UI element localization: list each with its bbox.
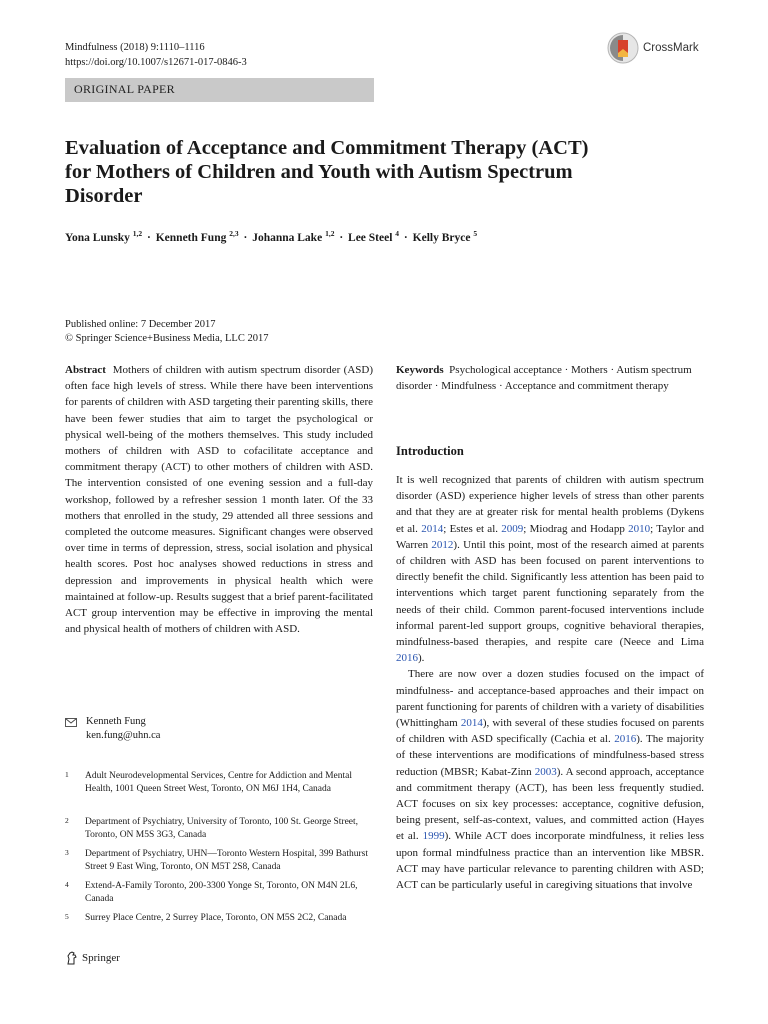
affiliation <box>65 848 370 874</box>
citation-link[interactable]: 1999 <box>422 830 445 843</box>
paragraph-text: ). A second approach, acceptance and commitment therapy (ACT), has been less frequently studied. ACT focuses on six key processes: acceptance, cognitive defusion, being present, self-as-context, values, and committed action (Hayes et al. <box>396 765 704 843</box>
title-line: Disorder <box>65 185 143 207</box>
author-list <box>65 229 477 244</box>
author-name[interactable]: Lee Steel <box>348 232 393 244</box>
affiliation-text: Adult Neurodevelopmental Services, Centre for Addiction and Mental Health, 1001 Queen Street West, Toronto, ON M6J 1H4, Canada <box>85 771 352 794</box>
keywords-label: Keywords <box>396 364 444 376</box>
crossmark-label: CrossMark <box>643 42 699 54</box>
author-affiliation-marker: 2,3 <box>229 229 239 238</box>
copyright-notice: © Springer Science+Business Media, LLC 2017 <box>65 333 269 344</box>
article-title <box>65 136 685 208</box>
paragraph-text: ), with several of these studies focused on parents of children with ASD specifically (Cachia et al. <box>396 717 704 746</box>
paragraph-text: There are now over a dozen studies focused on the impact of mindfulness- and acceptance-based approaches and their impact on parent functioning for parents of children with a variety of disabilities (Whittingham <box>396 668 704 730</box>
paragraph-text: It is well recognized that parents of children with autism spectrum disorder (ASD) experience higher levels of stress than other parents and that they are at greater risk for mental health problems (Dykens et al. <box>396 474 704 535</box>
section-heading-introduction: Introduction <box>396 444 464 458</box>
affiliation-number: 3 <box>65 848 69 857</box>
author-affiliation-marker: 1,2 <box>132 229 143 238</box>
journal-reference: Mindfulness (2018) 9:1110–1116 <box>65 42 205 53</box>
author-name[interactable]: Yona Lunsky <box>65 232 130 244</box>
paper-type-banner <box>65 78 374 102</box>
paragraph-text: ; Estes et al. <box>443 522 502 535</box>
publisher-name: Springer <box>82 952 120 964</box>
abstract-label: Abstract <box>65 364 106 376</box>
author-separator: · <box>339 232 344 244</box>
author-name[interactable]: Kelly Bryce <box>412 232 471 244</box>
affiliation <box>65 912 370 925</box>
introduction-paragraph <box>396 666 704 893</box>
affiliation <box>65 816 370 842</box>
paragraph-text: ). While ACT does incorporate mindfulness, it relies less upon formal mindfulness practice than an intervention like MBSR. ACT may have particular relevance to parenting children with ASD; ACT can be particularly useful in caregiving situations that involve <box>396 830 704 892</box>
author-name[interactable]: Kenneth Fung <box>155 232 227 244</box>
citation-link[interactable]: 2010 <box>628 522 651 535</box>
affiliation-text: Extend-A-Family Toronto, 200-3300 Yonge St, Toronto, ON M4N 2L6, Canada <box>85 881 358 904</box>
author-separator: · <box>243 232 248 244</box>
affiliation <box>65 880 370 906</box>
author-affiliation-marker: 4 <box>395 229 400 238</box>
citation-link[interactable]: 2014 <box>421 522 444 535</box>
title-line: for Mothers of Children and Youth with Autism Spectrum <box>65 161 573 183</box>
paper-type-label: ORIGINAL PAPER <box>74 82 175 96</box>
corresponding-author-email[interactable]: ken.fung@uhn.ca <box>86 730 161 741</box>
paragraph-text: ). The majority of these interventions are modifications of mindfulness-based stress reduction (MBSR; Kabat-Zinn <box>396 733 704 778</box>
crossmark-badge[interactable] <box>607 31 707 65</box>
introduction-body <box>396 472 704 893</box>
affiliation-text: Surrey Place Centre, 2 Surrey Place, Toronto, ON M5S 2C2, Canada <box>85 913 347 923</box>
author-separator: · <box>147 232 151 244</box>
envelope-icon <box>65 718 77 727</box>
affiliation-number: 4 <box>65 880 69 889</box>
affiliation <box>65 770 370 796</box>
author-separator: · <box>403 232 408 244</box>
author-name[interactable]: Johanna Lake <box>252 232 323 244</box>
affiliation-text: Department of Psychiatry, University of Toronto, 100 St. George Street, Toronto, ON M5S 3G3, Canada <box>85 817 359 840</box>
citation-link[interactable]: 2009 <box>501 522 524 535</box>
citation-link[interactable]: 2012 <box>431 538 454 551</box>
introduction-paragraph <box>396 472 704 666</box>
citation-link[interactable]: 2003 <box>534 765 557 778</box>
affiliation-text: Department of Psychiatry, UHN—Toronto Western Hospital, 399 Bathurst Street 9 East Wing, Toronto, ON M5T 2S8, Canada <box>85 849 368 872</box>
affiliation-number: 1 <box>65 770 69 779</box>
citation-link[interactable]: 2016 <box>614 733 637 746</box>
affiliation-number: 5 <box>65 912 69 921</box>
citation-link[interactable]: 2016 <box>396 652 418 665</box>
abstract <box>65 362 373 637</box>
author-affiliation-marker: 1,2 <box>325 229 335 238</box>
citation-link[interactable]: 2014 <box>460 717 483 730</box>
corresponding-author-name: Kenneth Fung <box>86 716 146 727</box>
paragraph-text: ). Until this point, most of the research aimed at parents of children with ASD has been focused on parent interventions to directly benefit the child. Significantly less attention has been paid to interventions which target parent functioning separately from the needs of their child. Common parent-focused interventions include informal parent-led support groups, cognitive behavioral therapies, mindfulness-based therapies, and respite care (Neece and Lima <box>396 538 704 649</box>
paragraph-text: ). <box>418 652 425 665</box>
doi-link[interactable]: https://doi.org/10.1007/s12671-017-0846-3 <box>65 57 247 68</box>
published-date: Published online: 7 December 2017 <box>65 319 216 330</box>
paragraph-text: ; Taylor and Warren <box>396 522 705 551</box>
title-line: Evaluation of Acceptance and Commitment Therapy (ACT) <box>65 137 589 159</box>
crossmark-icon <box>607 32 639 64</box>
publisher-logo <box>65 951 120 965</box>
keywords <box>396 362 704 394</box>
author-affiliation-marker: 5 <box>473 229 478 238</box>
paragraph-text: ; Miodrag and Hodapp <box>523 522 629 535</box>
springer-horse-icon <box>65 951 79 965</box>
affiliation-number: 2 <box>65 816 69 825</box>
abstract-text: Mothers of children with autism spectrum disorder (ASD) often face high levels of stress. While there have been interventions for parents of children with ASD targeting their parenting skills, there have been fewer studies that aim to target the psychological or physical well-being of the mothers themselves. This study included mothers of children with ASD to cofacilitate acceptance and commitment therapy (ACT) to other mothers of children with ASD. The intervention consisted of one evening session and a full-day workshop, followed by a refresher session 1 month later. Of the 33 mothers that enrolled in the study, 29 attended all three sessions and completed the outcome measures. Significant changes were observed over time in terms of depression, stress, social isolation and physical health scores. Post hoc analyses showed reductions in stress and depression and improvements in physical health which were maintained at follow-up. Results suggest that a brief parent-facilitated ACT group intervention may be effective in improving the mental and physical health of mothers of children with ASD. <box>65 364 374 636</box>
keywords-text: Psychological acceptance · Mothers · Autism spectrum disorder · Mindfulness · Acceptance and commitment therapy <box>396 364 692 393</box>
